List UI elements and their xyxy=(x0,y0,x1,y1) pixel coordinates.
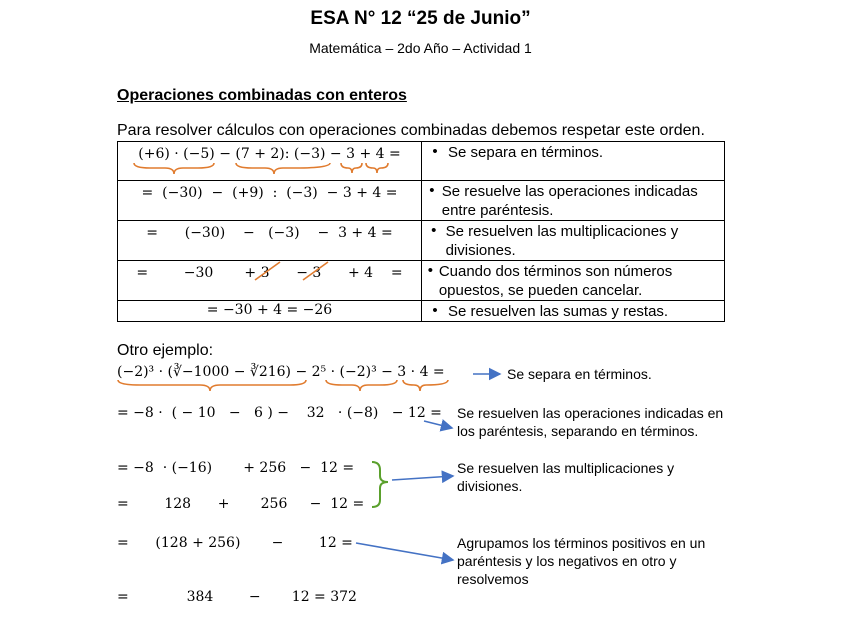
row3-math: = (−30) − (−3) − 3 + 4 = xyxy=(146,225,393,241)
row1-desc: Se separa en términos. xyxy=(448,144,604,161)
bullet-icon: • xyxy=(429,182,435,199)
cancel-strike xyxy=(303,262,328,280)
step4-note: Agrupamos los términos positivos en un paréntesis y los negativos en otro y resolvemos xyxy=(457,535,706,587)
step1-math: = −8 · ( − 10 − 6 ) − 32 · (−8) − 12 = xyxy=(117,405,442,421)
row5-desc: Se resuelven las sumas y restas. xyxy=(448,303,669,320)
bullet-icon: • xyxy=(431,222,437,239)
orange-brace xyxy=(366,163,388,173)
row1-math: (+6) · (−5) − (7 + 2): (−3) − 3 + 4 = xyxy=(138,146,401,162)
row5-math: = −30 + 4 = −26 xyxy=(206,302,333,318)
orange-brace xyxy=(326,380,397,391)
step1-note: Se resuelven las operaciones indicadas en los paréntesis, separando en términos. xyxy=(457,405,724,439)
row2-desc: Se resuelve las operaciones indicadas entre paréntesis. xyxy=(441,183,698,219)
section-title: Operaciones combinadas con enteros xyxy=(117,87,407,104)
curly-brace-icon xyxy=(372,462,388,507)
page-title: ESA N° 12 “25 de Junio” xyxy=(310,8,531,29)
arrow-right-icon xyxy=(356,543,453,560)
bullet-icon: • xyxy=(427,262,434,279)
step3-math: = 128 + 256 − 12 = xyxy=(117,496,365,512)
row4-math: = −30 + 3 − 3 + 4 = xyxy=(136,265,403,281)
step5-math: = 384 − 12 = 372 xyxy=(117,589,357,605)
intro-text: Para resolver cálculos con operaciones combinadas debemos respetar este orden. xyxy=(117,122,705,139)
cancel-strike xyxy=(255,262,280,280)
row2-math: = (−30) − (+9) : (−3) − 3 + 4 = xyxy=(141,185,398,201)
step2-note: Se resuelven las multiplicaciones y divisiones. xyxy=(457,460,675,494)
row3-desc: Se resuelven las multiplicaciones y divisiones. xyxy=(445,223,679,259)
page-subtitle: Matemática – 2do Año – Actividad 1 xyxy=(309,40,532,56)
example-line1-note: Se separa en términos. xyxy=(507,366,652,382)
bullet-icon: • xyxy=(432,143,438,160)
orange-brace xyxy=(236,163,330,174)
orange-brace xyxy=(118,380,306,391)
step4-math: = (128 + 256) − 12 = xyxy=(117,535,353,551)
step2-math: = −8 · (−16) + 256 − 12 = xyxy=(117,460,355,476)
orange-brace xyxy=(341,163,362,173)
orange-brace xyxy=(134,163,214,174)
bullet-icon: • xyxy=(432,302,438,319)
arrow-right-icon xyxy=(424,421,452,428)
example-label: Otro ejemplo: xyxy=(117,342,214,359)
arrow-right-icon xyxy=(392,476,453,480)
orange-brace xyxy=(403,380,448,391)
row4-desc: Cuando dos términos son números opuestos, se pueden cancelar. xyxy=(438,263,673,299)
example-line1: (−2)³ · (∛−1000 − ∛216) − 2⁵ · (−2)³ − 3 · 4 = xyxy=(117,364,445,380)
